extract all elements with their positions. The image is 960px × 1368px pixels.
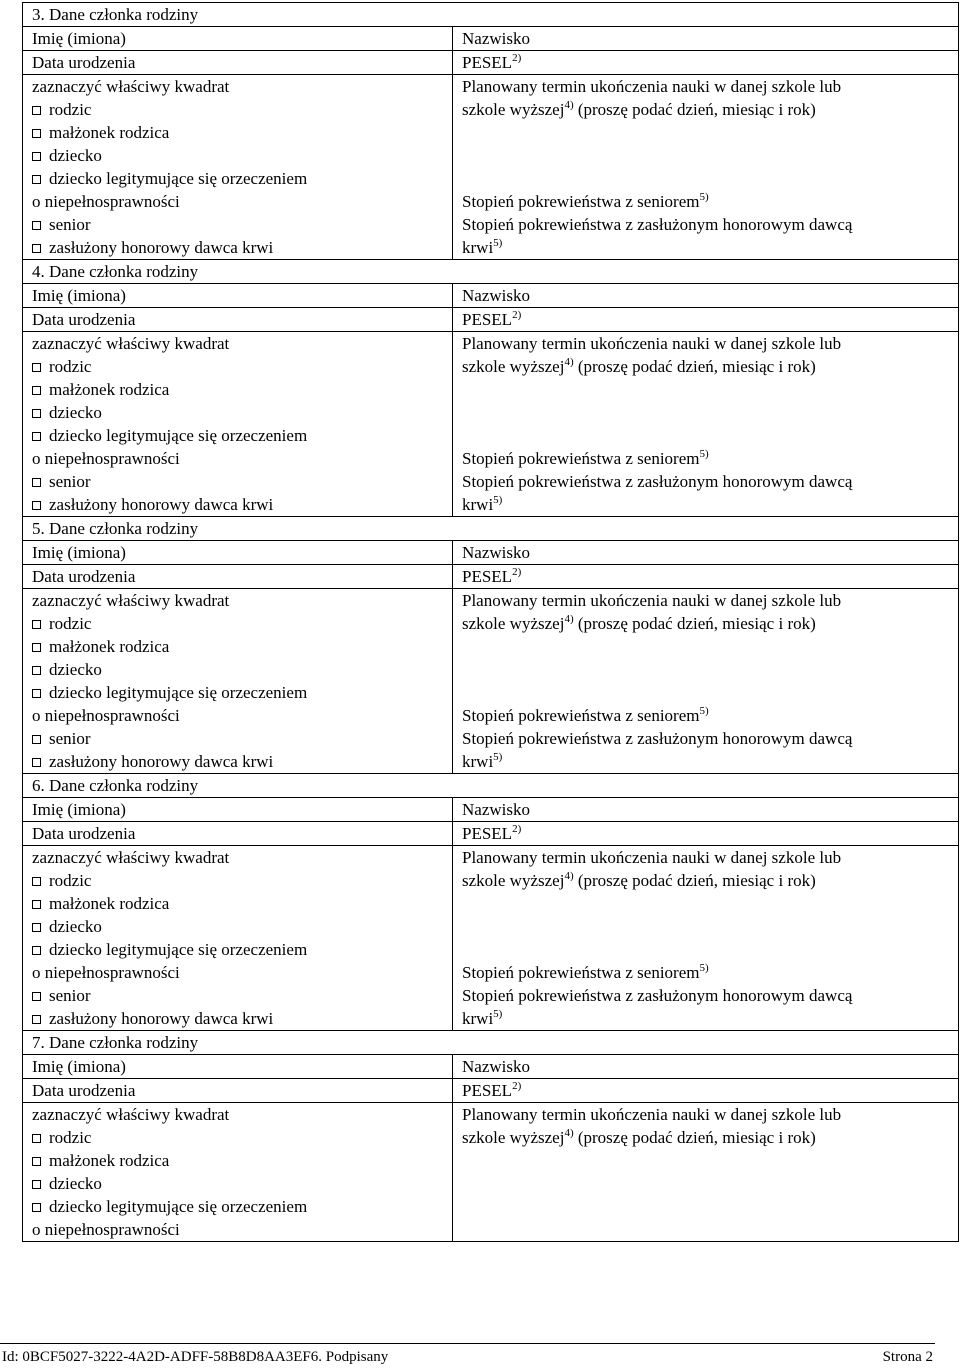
footnote-ref: 2) bbox=[512, 1080, 522, 1092]
option-label-continuation: o niepełnosprawności bbox=[32, 963, 180, 982]
section-header: 6. Dane członka rodziny bbox=[23, 774, 959, 798]
checkbox-icon[interactable] bbox=[32, 409, 41, 418]
planned-end-hint: (proszę podać dzień, miesiąc i rok) bbox=[577, 1128, 816, 1147]
donor-relation-label-2: krwi bbox=[462, 238, 494, 257]
surname-field[interactable] bbox=[453, 798, 959, 822]
checkbox-icon[interactable] bbox=[32, 1134, 41, 1143]
checkbox-icon[interactable] bbox=[32, 478, 41, 487]
planned-end-label-2: szkole wyższej bbox=[462, 100, 565, 119]
additional-info[interactable] bbox=[453, 846, 959, 1031]
senior-relation-label: Stopień pokrewieństwa z seniorem bbox=[462, 963, 700, 982]
option-label-continuation: o niepełnosprawności bbox=[32, 1220, 180, 1239]
option-label: dziecko bbox=[49, 660, 102, 679]
footnote-ref: 2) bbox=[512, 823, 522, 835]
family-member-section bbox=[22, 259, 959, 517]
mark-instruction: zaznaczyć właściwy kwadrat bbox=[32, 848, 230, 867]
option-row[interactable] bbox=[32, 681, 452, 704]
option-row[interactable] bbox=[32, 750, 452, 773]
first-name-field[interactable] bbox=[23, 1055, 453, 1079]
first-name-label: Imię (imiona) bbox=[32, 800, 126, 819]
footnote-ref: 2) bbox=[512, 309, 522, 321]
mark-instruction: zaznaczyć właściwy kwadrat bbox=[32, 591, 230, 610]
family-member-section bbox=[22, 516, 959, 774]
checkbox-icon[interactable] bbox=[32, 620, 41, 629]
option-row[interactable] bbox=[32, 892, 452, 915]
option-row[interactable] bbox=[32, 1126, 452, 1149]
checkbox-icon[interactable] bbox=[32, 501, 41, 510]
birth-date-label: Data urodzenia bbox=[32, 310, 136, 329]
option-row[interactable] bbox=[32, 1195, 452, 1218]
birth-date-label: Data urodzenia bbox=[32, 567, 136, 586]
first-name-field[interactable] bbox=[23, 541, 453, 565]
option-label: rodzic bbox=[49, 100, 92, 119]
option-label: małżonek rodzica bbox=[49, 380, 170, 399]
surname-field[interactable] bbox=[453, 27, 959, 51]
option-row[interactable] bbox=[32, 635, 452, 658]
donor-relation-label: Stopień pokrewieństwa z zasłużonym honorowym dawcą bbox=[462, 986, 853, 1005]
option-row[interactable] bbox=[32, 658, 452, 681]
relationship-options bbox=[23, 75, 453, 260]
option-label: małżonek rodzica bbox=[49, 894, 170, 913]
option-label: senior bbox=[49, 986, 91, 1005]
option-label: zasłużony honorowy dawca krwi bbox=[49, 238, 274, 257]
option-row[interactable] bbox=[32, 493, 452, 516]
donor-relation-label: Stopień pokrewieństwa z zasłużonym honorowym dawcą bbox=[462, 729, 853, 748]
option-label: dziecko bbox=[49, 146, 102, 165]
checkbox-icon[interactable] bbox=[32, 946, 41, 955]
option-label: małżonek rodzica bbox=[49, 637, 170, 656]
relationship-options bbox=[23, 1103, 453, 1242]
option-row[interactable] bbox=[32, 727, 452, 750]
option-label: rodzic bbox=[49, 1128, 92, 1147]
section-header: 5. Dane członka rodziny bbox=[23, 517, 959, 541]
surname-label: Nazwisko bbox=[462, 800, 530, 819]
checkbox-icon[interactable] bbox=[32, 877, 41, 886]
checkbox-icon[interactable] bbox=[32, 244, 41, 253]
checkbox-icon[interactable] bbox=[32, 923, 41, 932]
checkbox-icon[interactable] bbox=[32, 1203, 41, 1212]
planned-end-label-2: szkole wyższej bbox=[462, 1128, 565, 1147]
footnote-ref: 5) bbox=[699, 448, 709, 460]
checkbox-icon[interactable] bbox=[32, 900, 41, 909]
option-label: zasłużony honorowy dawca krwi bbox=[49, 1009, 274, 1028]
birth-date-label: Data urodzenia bbox=[32, 824, 136, 843]
pesel-field[interactable] bbox=[453, 308, 959, 332]
planned-end-hint: (proszę podać dzień, miesiąc i rok) bbox=[577, 357, 816, 376]
option-label: małżonek rodzica bbox=[49, 1151, 170, 1170]
birth-date-field[interactable] bbox=[23, 1079, 453, 1103]
checkbox-icon[interactable] bbox=[32, 1180, 41, 1189]
page-number: Strona 2 bbox=[882, 1349, 933, 1365]
additional-info[interactable] bbox=[453, 589, 959, 774]
planned-end-label: Planowany termin ukończenia nauki w danej szkole lub bbox=[462, 1105, 842, 1124]
checkbox-icon[interactable] bbox=[32, 992, 41, 1001]
option-row[interactable] bbox=[32, 470, 452, 493]
planned-end-label-2: szkole wyższej bbox=[462, 614, 565, 633]
relationship-options bbox=[23, 332, 453, 517]
checkbox-icon[interactable] bbox=[32, 152, 41, 161]
birth-date-field[interactable] bbox=[23, 51, 453, 75]
mark-instruction: zaznaczyć właściwy kwadrat bbox=[32, 334, 230, 353]
pesel-field[interactable] bbox=[453, 565, 959, 589]
option-row[interactable] bbox=[32, 1007, 452, 1030]
planned-end-label: Planowany termin ukończenia nauki w danej szkole lub bbox=[462, 77, 842, 96]
document-id: Id: 0BCF5027-3222-4A2D-ADFF-58B8D8AA3EF6. Podpisany bbox=[2, 1349, 389, 1365]
option-label: zasłużony honorowy dawca krwi bbox=[49, 752, 274, 771]
first-name-label: Imię (imiona) bbox=[32, 1057, 126, 1076]
mark-instruction: zaznaczyć właściwy kwadrat bbox=[32, 77, 230, 96]
additional-info[interactable] bbox=[453, 1103, 959, 1242]
family-member-section bbox=[22, 2, 959, 260]
section-header: 7. Dane członka rodziny bbox=[23, 1031, 959, 1055]
first-name-field[interactable] bbox=[23, 27, 453, 51]
option-label: dziecko legitymujące się orzeczeniem bbox=[49, 1197, 308, 1216]
footnote-ref: 4) bbox=[564, 356, 574, 368]
option-label: rodzic bbox=[49, 357, 92, 376]
surname-label: Nazwisko bbox=[462, 543, 530, 562]
footnote-ref: 5) bbox=[699, 191, 709, 203]
relationship-options bbox=[23, 846, 453, 1031]
senior-relation-label: Stopień pokrewieństwa z seniorem bbox=[462, 449, 700, 468]
footnote-ref: 4) bbox=[564, 870, 574, 882]
birth-date-field[interactable] bbox=[23, 565, 453, 589]
planned-end-hint: (proszę podać dzień, miesiąc i rok) bbox=[577, 871, 816, 890]
checkbox-icon[interactable] bbox=[32, 175, 41, 184]
surname-label: Nazwisko bbox=[462, 286, 530, 305]
surname-field[interactable] bbox=[453, 284, 959, 308]
birth-date-label: Data urodzenia bbox=[32, 53, 136, 72]
option-label-continuation: o niepełnosprawności bbox=[32, 192, 180, 211]
relationship-options bbox=[23, 589, 453, 774]
option-label: dziecko legitymujące się orzeczeniem bbox=[49, 426, 308, 445]
option-row[interactable] bbox=[32, 1149, 452, 1172]
checkbox-icon[interactable] bbox=[32, 386, 41, 395]
option-row[interactable] bbox=[32, 424, 452, 447]
checkbox-icon[interactable] bbox=[32, 666, 41, 675]
option-row[interactable] bbox=[32, 869, 452, 892]
section-header: 3. Dane członka rodziny bbox=[23, 3, 959, 27]
first-name-label: Imię (imiona) bbox=[32, 543, 126, 562]
planned-end-label: Planowany termin ukończenia nauki w danej szkole lub bbox=[462, 848, 842, 867]
planned-end-hint: (proszę podać dzień, miesiąc i rok) bbox=[577, 100, 816, 119]
option-label-continuation: o niepełnosprawności bbox=[32, 706, 180, 725]
footnote-ref: 2) bbox=[512, 52, 522, 64]
option-label: dziecko bbox=[49, 403, 102, 422]
option-row[interactable] bbox=[32, 915, 452, 938]
pesel-label: PESEL bbox=[462, 1081, 513, 1100]
option-row[interactable] bbox=[32, 984, 452, 1007]
birth-date-field[interactable] bbox=[23, 308, 453, 332]
donor-relation-label: Stopień pokrewieństwa z zasłużonym honorowym dawcą bbox=[462, 215, 853, 234]
checkbox-icon[interactable] bbox=[32, 735, 41, 744]
family-member-section bbox=[22, 773, 959, 1031]
first-name-label: Imię (imiona) bbox=[32, 29, 126, 48]
first-name-field[interactable] bbox=[23, 798, 453, 822]
footnote-ref: 5) bbox=[493, 237, 503, 249]
surname-field[interactable] bbox=[453, 541, 959, 565]
surname-label: Nazwisko bbox=[462, 29, 530, 48]
footnote-ref: 5) bbox=[493, 494, 503, 506]
first-name-field[interactable] bbox=[23, 284, 453, 308]
option-label: dziecko legitymujące się orzeczeniem bbox=[49, 683, 308, 702]
option-label: senior bbox=[49, 729, 91, 748]
checkbox-icon[interactable] bbox=[32, 129, 41, 138]
planned-end-label: Planowany termin ukończenia nauki w danej szkole lub bbox=[462, 334, 842, 353]
option-label: senior bbox=[49, 472, 91, 491]
senior-relation-label: Stopień pokrewieństwa z seniorem bbox=[462, 192, 700, 211]
checkbox-icon[interactable] bbox=[32, 432, 41, 441]
checkbox-icon[interactable] bbox=[32, 689, 41, 698]
planned-end-label-2: szkole wyższej bbox=[462, 871, 565, 890]
planned-end-label: Planowany termin ukończenia nauki w danej szkole lub bbox=[462, 591, 842, 610]
checkbox-icon[interactable] bbox=[32, 363, 41, 372]
option-row[interactable] bbox=[32, 213, 452, 236]
option-label: zasłużony honorowy dawca krwi bbox=[49, 495, 274, 514]
option-row[interactable] bbox=[32, 98, 452, 121]
option-label: dziecko legitymujące się orzeczeniem bbox=[49, 940, 308, 959]
pesel-label: PESEL bbox=[462, 310, 513, 329]
pesel-field[interactable] bbox=[453, 1079, 959, 1103]
footnote-ref: 5) bbox=[493, 1008, 503, 1020]
donor-relation-label-2: krwi bbox=[462, 1009, 494, 1028]
additional-info[interactable] bbox=[453, 75, 959, 260]
surname-field[interactable] bbox=[453, 1055, 959, 1079]
option-row[interactable] bbox=[32, 612, 452, 635]
mark-instruction: zaznaczyć właściwy kwadrat bbox=[32, 1105, 230, 1124]
birth-date-field[interactable] bbox=[23, 822, 453, 846]
option-label: senior bbox=[49, 215, 91, 234]
pesel-field[interactable] bbox=[453, 822, 959, 846]
option-row[interactable] bbox=[32, 378, 452, 401]
checkbox-icon[interactable] bbox=[32, 106, 41, 115]
donor-relation-label: Stopień pokrewieństwa z zasłużonym honorowym dawcą bbox=[462, 472, 853, 491]
surname-label: Nazwisko bbox=[462, 1057, 530, 1076]
option-row[interactable] bbox=[32, 144, 452, 167]
pesel-label: PESEL bbox=[462, 567, 513, 586]
senior-relation-label: Stopień pokrewieństwa z seniorem bbox=[462, 706, 700, 725]
footnote-ref: 4) bbox=[564, 613, 574, 625]
option-row[interactable] bbox=[32, 938, 452, 961]
option-row[interactable] bbox=[32, 236, 452, 259]
donor-relation-label-2: krwi bbox=[462, 752, 494, 771]
first-name-label: Imię (imiona) bbox=[32, 286, 126, 305]
option-row[interactable] bbox=[32, 1172, 452, 1195]
section-header: 4. Dane członka rodziny bbox=[23, 260, 959, 284]
footnote-ref: 5) bbox=[699, 705, 709, 717]
checkbox-icon[interactable] bbox=[32, 1157, 41, 1166]
footnote-ref: 2) bbox=[512, 566, 522, 578]
pesel-label: PESEL bbox=[462, 824, 513, 843]
footnote-ref: 4) bbox=[564, 99, 574, 111]
option-label: dziecko legitymujące się orzeczeniem bbox=[49, 169, 308, 188]
checkbox-icon[interactable] bbox=[32, 221, 41, 230]
option-row[interactable] bbox=[32, 401, 452, 424]
option-label: rodzic bbox=[49, 614, 92, 633]
birth-date-label: Data urodzenia bbox=[32, 1081, 136, 1100]
family-members-form bbox=[22, 2, 958, 1242]
additional-info[interactable] bbox=[453, 332, 959, 517]
option-label: rodzic bbox=[49, 871, 92, 890]
option-row[interactable] bbox=[32, 167, 452, 190]
pesel-label: PESEL bbox=[462, 53, 513, 72]
option-row[interactable] bbox=[32, 355, 452, 378]
footnote-ref: 4) bbox=[564, 1127, 574, 1139]
footnote-ref: 5) bbox=[699, 962, 709, 974]
donor-relation-label-2: krwi bbox=[462, 495, 494, 514]
pesel-field[interactable] bbox=[453, 51, 959, 75]
checkbox-icon[interactable] bbox=[32, 643, 41, 652]
checkbox-icon[interactable] bbox=[32, 1015, 41, 1024]
footnote-ref: 5) bbox=[493, 751, 503, 763]
planned-end-hint: (proszę podać dzień, miesiąc i rok) bbox=[577, 614, 816, 633]
option-row[interactable] bbox=[32, 121, 452, 144]
checkbox-icon[interactable] bbox=[32, 758, 41, 767]
planned-end-label-2: szkole wyższej bbox=[462, 357, 565, 376]
page-footer bbox=[0, 1343, 935, 1368]
family-member-section bbox=[22, 1030, 959, 1242]
option-label-continuation: o niepełnosprawności bbox=[32, 449, 180, 468]
option-label: małżonek rodzica bbox=[49, 123, 170, 142]
option-label: dziecko bbox=[49, 1174, 102, 1193]
option-label: dziecko bbox=[49, 917, 102, 936]
